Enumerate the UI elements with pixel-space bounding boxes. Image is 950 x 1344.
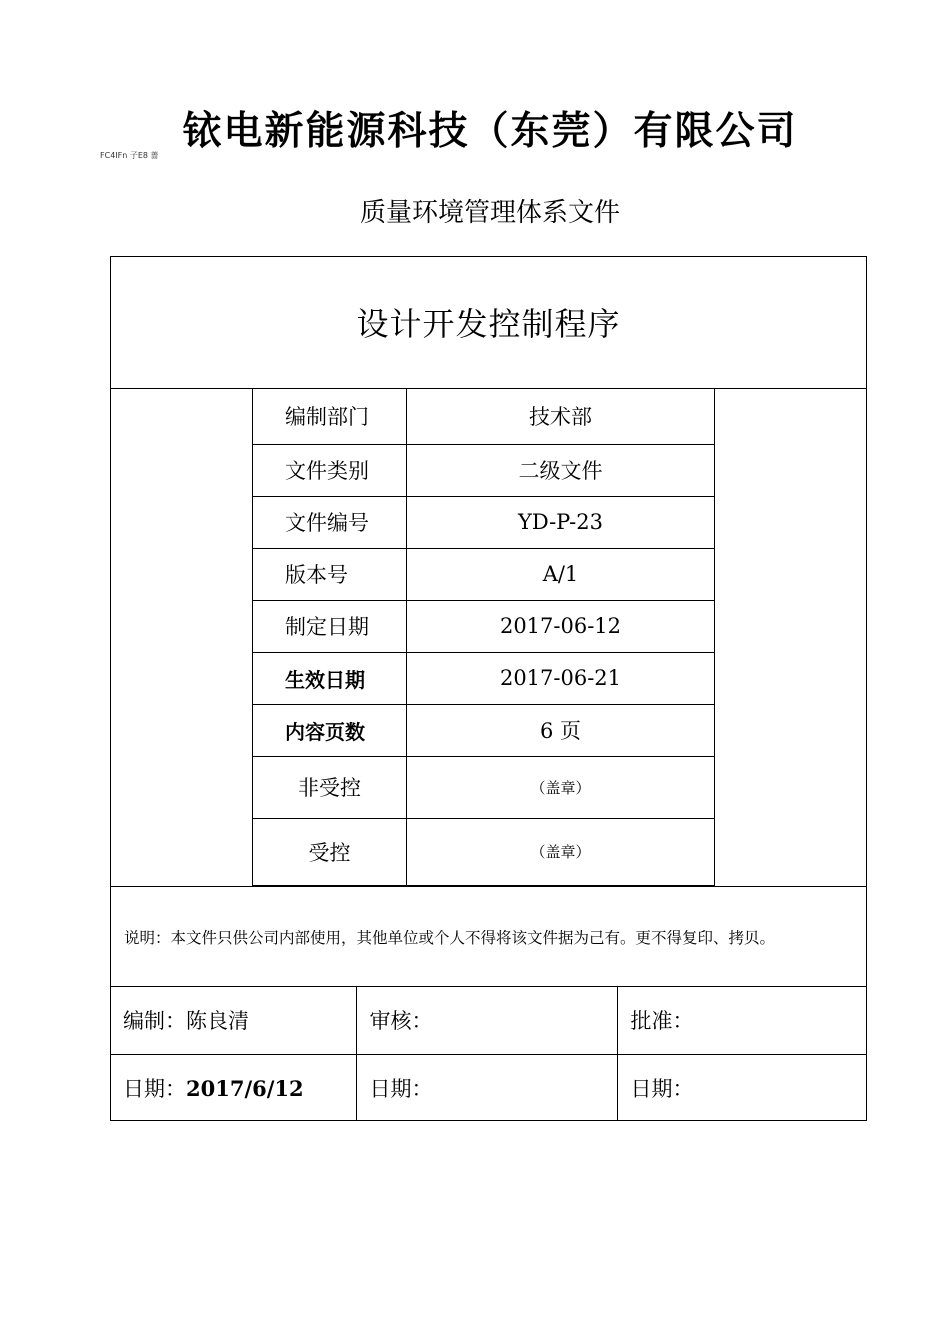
company-name: 铱电新能源科技（东莞）有限公司 bbox=[182, 109, 798, 154]
info-value: 2017-06-12 bbox=[407, 600, 715, 652]
info-row bbox=[253, 818, 715, 885]
reviewed-date-cell bbox=[356, 1054, 617, 1121]
info-value: 2017-06-21 bbox=[407, 652, 715, 704]
info-value: YD-P-23 bbox=[407, 496, 715, 548]
stamp-placeholder: （盖章） bbox=[407, 756, 715, 818]
info-row bbox=[253, 444, 715, 496]
info-value: A/1 bbox=[407, 548, 715, 600]
info-row bbox=[253, 756, 715, 818]
info-label: 生效日期 bbox=[253, 652, 407, 704]
reviewed-label: 审核： bbox=[369, 1009, 433, 1034]
info-label: 制定日期 bbox=[253, 600, 407, 652]
date-label: 日期： bbox=[630, 1076, 694, 1101]
usage-note: 说明：本文件只供公司内部使用，其他单位或个人不得将该文件据为己有。更不得复印、拷贝。 bbox=[110, 886, 867, 987]
info-label: 内容页数 bbox=[253, 704, 407, 756]
info-value: 技术部 bbox=[407, 389, 715, 444]
signoff-row bbox=[110, 1054, 867, 1121]
info-row bbox=[253, 496, 715, 548]
signoff-table bbox=[110, 987, 867, 1121]
signoff-row bbox=[110, 987, 867, 1054]
prepared-label: 编制： bbox=[123, 1009, 186, 1034]
info-label: 版本号 bbox=[253, 548, 407, 600]
info-value: 6 页 bbox=[407, 704, 715, 756]
info-row bbox=[253, 548, 715, 600]
approved-cell bbox=[617, 987, 867, 1054]
document-info-table bbox=[252, 389, 715, 886]
info-row bbox=[253, 704, 715, 756]
info-row bbox=[253, 389, 715, 444]
info-label: 文件编号 bbox=[253, 496, 407, 548]
info-label: 编制部门 bbox=[253, 389, 407, 444]
document-title: 设计开发控制程序 bbox=[110, 256, 867, 389]
date-label: 日期： bbox=[123, 1076, 186, 1101]
info-row bbox=[253, 652, 715, 704]
date-label: 日期： bbox=[369, 1076, 433, 1101]
prepared-cell bbox=[110, 987, 356, 1054]
reviewed-cell bbox=[356, 987, 617, 1054]
prepared-by: 陈良清 bbox=[186, 1009, 249, 1034]
info-value: 二级文件 bbox=[407, 444, 715, 496]
approved-label: 批准： bbox=[630, 1009, 694, 1034]
prepared-date: 2017/6/12 bbox=[186, 1075, 304, 1101]
info-row bbox=[253, 600, 715, 652]
info-label: 非受控 bbox=[253, 756, 407, 818]
approved-date-cell bbox=[617, 1054, 867, 1121]
prepared-date-cell bbox=[110, 1054, 356, 1121]
info-label: 受控 bbox=[253, 818, 407, 885]
small-mark: FC4IFn 子E8 蔷 bbox=[100, 151, 159, 160]
stamp-placeholder: （盖章） bbox=[407, 818, 715, 885]
document-subtitle: 质量环境管理体系文件 bbox=[359, 198, 620, 228]
info-label: 文件类别 bbox=[253, 444, 407, 496]
